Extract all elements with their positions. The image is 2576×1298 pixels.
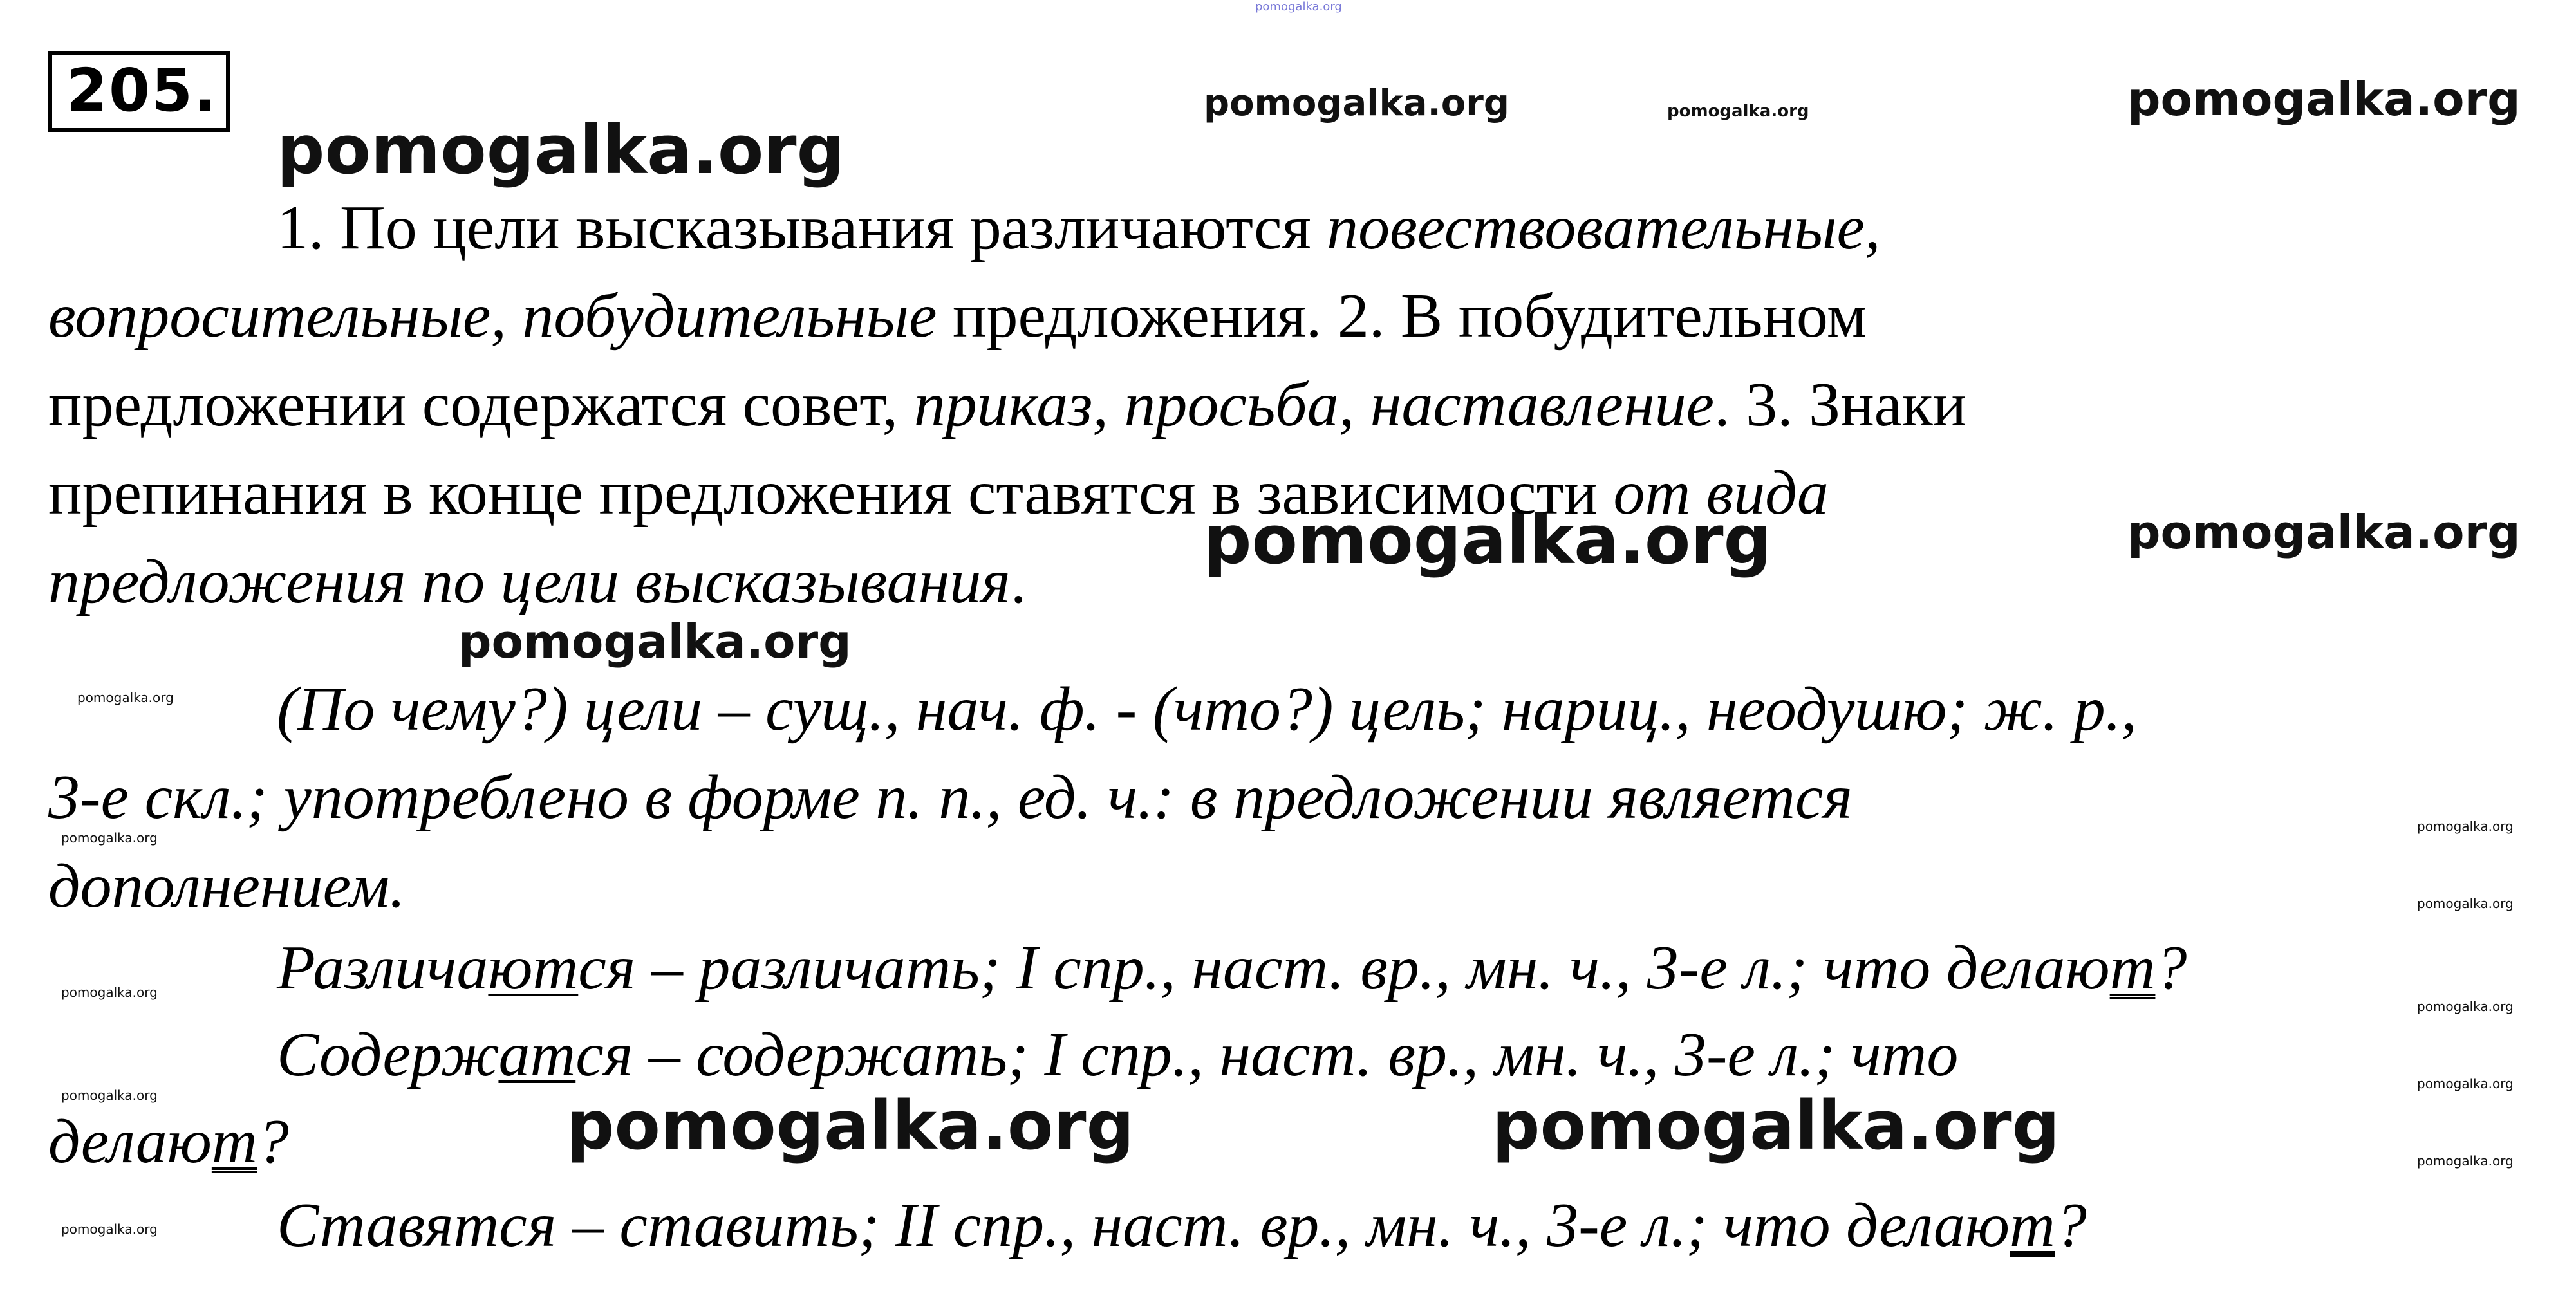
- ending-double-underlined: т: [2109, 933, 2156, 1003]
- text-line: дополнением.: [48, 851, 406, 921]
- watermark: pomogalka.org: [1667, 102, 1809, 121]
- watermark: pomogalka.org: [566, 1086, 1135, 1165]
- ending-underlined: ат: [498, 1020, 576, 1089]
- text-line: [48, 458, 1829, 528]
- text-line: (По чему?) цели – сущ., нач. ф. - (что?) цель; нариц., неодушю; ж. р.,: [277, 674, 2137, 744]
- text-run: . 3. Знаки: [1714, 370, 1967, 440]
- watermark: pomogalka.org: [61, 985, 158, 1000]
- exercise-number: 205.: [48, 51, 230, 132]
- text-run: Различа: [277, 933, 489, 1003]
- ending-underlined: ют: [488, 933, 579, 1003]
- text-line: [277, 1191, 2087, 1260]
- text-run: предложения. 2. В побудительном: [937, 281, 1867, 351]
- text-line: [48, 547, 1027, 617]
- watermark: pomogalka.org: [2417, 1076, 2514, 1091]
- watermark: pomogalka.org: [277, 111, 845, 189]
- text-run: .: [1010, 547, 1027, 617]
- text-run: ся – содержать; I спр., наст. вр., мн. ч., 3-е л.; что: [575, 1020, 1959, 1089]
- watermark: pomogalka.org: [61, 830, 158, 846]
- text-line: [48, 1107, 289, 1176]
- text-run: Содерж: [277, 1020, 499, 1089]
- text-line: [277, 1020, 1959, 1089]
- ending-double-underlined: т: [2010, 1191, 2055, 1260]
- text-run: Ставятся – ставить; II спр., наст. вр., мн. ч., 3-е л.; что делаю: [277, 1191, 2010, 1260]
- text-run-italic: повествовательные,: [1327, 193, 1881, 263]
- text-run: ?: [257, 1107, 289, 1176]
- watermark: pomogalka.org: [2127, 505, 2521, 559]
- text-run-italic: от вида: [1613, 458, 1829, 528]
- watermark: pomogalka.org: [2417, 999, 2514, 1014]
- text-run: ?: [2155, 933, 2187, 1003]
- text-line: [277, 933, 2187, 1003]
- text-line: [48, 370, 1967, 440]
- watermark: pomogalka.org: [2417, 1153, 2514, 1169]
- text-line: [277, 193, 1881, 263]
- text-run: ся – различать; I спр., наст. вр., мн. ч., 3-е л.; что делаю: [578, 933, 2110, 1003]
- watermark: pomogalka.org: [61, 1221, 158, 1237]
- text-run-italic: приказ, просьба, наставление: [913, 370, 1715, 440]
- watermark: pomogalka.org: [2417, 896, 2514, 911]
- watermark: pomogalka.org: [2417, 819, 2514, 834]
- text-line: [48, 281, 1867, 351]
- ending-double-underlined: т: [211, 1107, 257, 1176]
- text-run-italic: вопросительные, побудительные: [48, 281, 937, 351]
- watermark: pomogalka.org: [77, 690, 174, 705]
- text-run: 1. По цели высказывания различаются: [277, 193, 1327, 263]
- text-run: предложении содержатся совет,: [48, 370, 914, 440]
- text-run: делаю: [48, 1107, 212, 1176]
- watermark: pomogalka.org: [1204, 82, 1509, 124]
- watermark: pomogalka.org: [1204, 501, 1772, 579]
- text-run: препинания в конце предложения ставятся в зависимости: [48, 458, 1614, 528]
- text-run: ?: [2055, 1191, 2087, 1260]
- watermark: pomogalka.org: [1255, 0, 1342, 14]
- text-run-italic: предложения по цели высказывания: [48, 547, 1011, 617]
- watermark: pomogalka.org: [61, 1088, 158, 1103]
- text-line: 3-е скл.; употреблено в форме п. п., ед. ч.: в предложении является: [48, 763, 1853, 832]
- watermark: pomogalka.org: [458, 615, 852, 669]
- watermark: pomogalka.org: [1492, 1086, 2060, 1165]
- watermark: pomogalka.org: [2127, 72, 2521, 126]
